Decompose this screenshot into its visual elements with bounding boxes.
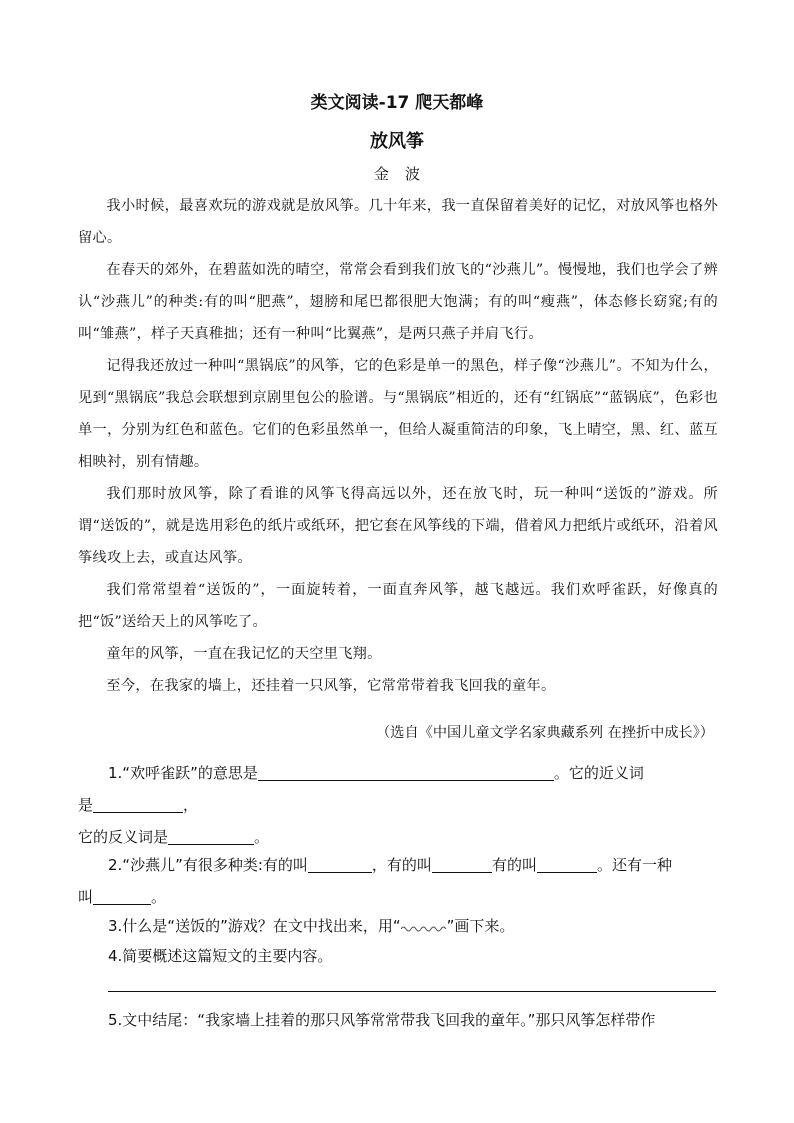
question-1 xyxy=(78,757,718,853)
question-1-text: 1.“欢呼雀跃”的意思是 xyxy=(108,764,258,782)
paragraph-5: 我们常常望着“送饭的”，一面旋转着，一面直奔风筝，越飞越远。我们欢呼雀跃，好像真的把“饭”送给天上的风筝吃了。 xyxy=(78,582,718,630)
paragraph-3: 记得我还放过一种叫“黑锅底”的风筝，它的色彩是单一的黑色，样子像“沙燕儿”。不知为什么，见到“黑锅底”我总会联想到京剧里包公的脸谱。与“黑锅底”相近的，还有“红锅底”“蓝锅底”，色彩也单一，分别为红色和蓝色。它们的色彩虽然单一，但给人凝重简洁的印象，飞上晴空，黑、红、蓝互相映衬，别有情趣。 xyxy=(78,358,718,470)
question-3 xyxy=(78,910,718,942)
paragraph-1: 我小时候，最喜欢玩的游戏就是放风筝。几十年来，我一直保留着美好的记忆，对放风筝也格外留心。 xyxy=(78,198,718,246)
question-2-blank-3[interactable] xyxy=(537,856,597,873)
question-5-text: 5.文中结尾：“我家墙上挂着的那只风筝常常带我飞回我的童年。”那只风筝怎样带作 xyxy=(108,1011,656,1029)
passage-title: 放风筝 xyxy=(370,131,424,152)
paragraph-2: 在春天的郊外，在碧蓝如洗的晴空，常常会看到我们放飞的“沙燕儿”。慢慢地，我们也学会了辨认“沙燕儿”的种类:有的叫“肥燕”，翅膀和尾巴都很肥大饱满；有的叫“瘦燕”，体态修长窈窕;有的叫“雏燕”，样子天真稚拙；还有一种叫“比翼燕”，是两只燕子并肩飞行。 xyxy=(78,262,718,342)
question-1-text-d: ， xyxy=(183,796,199,814)
passage-author: 金波 xyxy=(373,165,436,183)
question-2-text: 2.“沙燕儿”有很多种类:有的叫 xyxy=(108,856,308,874)
question-2-text-e: 叫 xyxy=(78,888,94,906)
question-2-text-b: ，有的叫 xyxy=(371,856,432,874)
paragraph-6: 童年的风筝，一直在我记忆的天空里飞翔。 xyxy=(106,646,382,662)
question-2-blank-4[interactable] xyxy=(93,888,151,905)
paragraph-4: 我们那时放风筝，除了看谁的风筝飞得高远以外，还在放飞时，玩一种叫“送饭的”游戏。所谓“送饭的”，就是选用彩色的纸片或纸环，把它套在风筝线的下端，借着风力把纸片或纸环，沿着风筝线攻上去，或直达风筝。 xyxy=(78,486,718,566)
question-2-blank-1[interactable] xyxy=(308,856,372,873)
question-1-text-e: 它的反义词是 xyxy=(78,828,169,846)
question-4-text: 4.简要概述这篇短文的主要内容。 xyxy=(108,947,333,965)
question-2-text-d: 。还有一种 xyxy=(596,856,672,874)
worksheet-title: 类文阅读-17 爬天都峰 xyxy=(310,93,484,113)
paragraph-7: 至今，在我家的墙上，还挂着一只风筝，它常常带着我飞回我的童年。 xyxy=(106,678,556,694)
question-5 xyxy=(78,1004,718,1036)
question-1-text-c: 是 xyxy=(78,796,94,814)
question-1-blank-synonym[interactable] xyxy=(93,796,183,813)
question-4 xyxy=(78,940,718,972)
question-2-text-f: 。 xyxy=(151,888,167,906)
question-1-text-f: 。 xyxy=(254,828,270,846)
question-2-blank-2[interactable] xyxy=(432,856,492,873)
passage-body xyxy=(78,190,718,702)
question-2-text-c: 有的叫 xyxy=(491,856,537,874)
wavy-underline-icon xyxy=(401,925,447,933)
question-1-blank-meaning[interactable] xyxy=(258,764,554,781)
question-1-blank-antonym[interactable] xyxy=(168,828,254,845)
question-2 xyxy=(78,849,718,913)
question-4-answer-line[interactable] xyxy=(108,991,716,992)
question-3-text-b: ”画下来。 xyxy=(446,917,515,935)
question-1-text-b: 。它的近义词 xyxy=(553,764,644,782)
question-3-text: 3.什么是“送饭的”游戏？在文中找出来，用“ xyxy=(108,917,401,935)
passage-source: （选自《中国儿童文学名家典藏系列 在挫折中成长》） xyxy=(376,725,714,741)
